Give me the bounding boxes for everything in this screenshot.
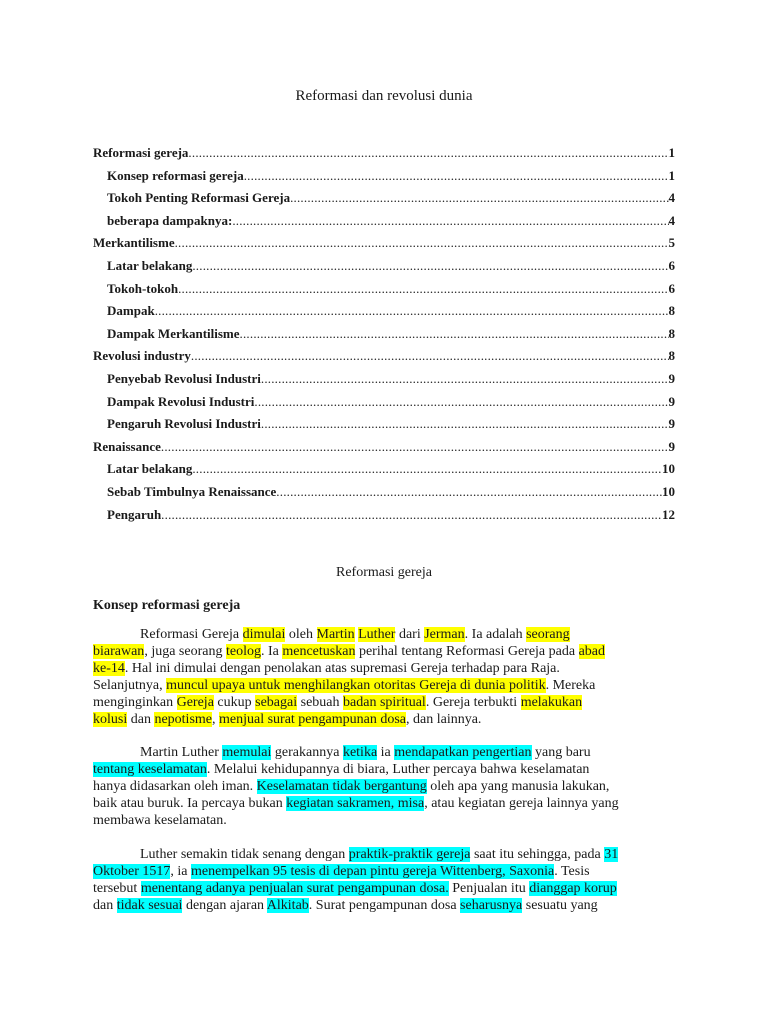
- toc-entry-label: Pengaruh Revolusi Industri: [107, 416, 261, 432]
- text-run: Reformasi Gereja: [140, 627, 243, 642]
- toc-entry[interactable]: [93, 391, 675, 414]
- text-line: [93, 813, 675, 830]
- paragraph-3: [93, 847, 675, 915]
- section-title: Reformasi gereja: [335, 565, 432, 580]
- highlight-cyan: praktik-praktik gereja: [348, 847, 471, 862]
- toc-entry[interactable]: [93, 187, 675, 210]
- highlight-cyan: dianggap korup: [529, 880, 617, 896]
- highlight-yellow: Gereja: [176, 694, 214, 710]
- toc-entry-label: Pengaruh: [107, 506, 162, 522]
- toc-dot-leader: [178, 278, 668, 301]
- highlight-yellow: ke-14: [93, 660, 125, 676]
- highlight-cyan: ketika: [342, 745, 378, 760]
- toc-page-number: 10: [662, 461, 675, 477]
- highlight-cyan: 31: [604, 847, 619, 862]
- table-of-contents: [93, 142, 675, 526]
- toc-entry[interactable]: [93, 165, 675, 188]
- toc-entry-label: Dampak: [107, 303, 155, 319]
- toc-entry[interactable]: [93, 210, 675, 233]
- toc-page-number: 8: [668, 325, 675, 341]
- toc-dot-leader: [175, 232, 669, 255]
- text-run: tersebut: [93, 880, 141, 896]
- toc-entry[interactable]: [93, 300, 675, 323]
- text-run: . Gereja terbukti: [425, 694, 521, 710]
- text-line: [93, 898, 675, 915]
- toc-entry[interactable]: [93, 255, 675, 278]
- toc-dot-leader: [244, 165, 669, 188]
- toc-dot-leader: [261, 368, 669, 391]
- toc-entry-label: Latar belakang: [107, 461, 193, 477]
- toc-entry[interactable]: [93, 368, 675, 391]
- toc-dot-leader: [192, 255, 668, 278]
- toc-dot-leader: [276, 481, 662, 504]
- text-run: dan: [93, 897, 117, 913]
- highlight-cyan: mendapatkan pengertian: [394, 745, 532, 760]
- toc-page-number: 10: [662, 483, 675, 499]
- text-run: . Tesis: [554, 863, 590, 879]
- toc-page-number: 1: [668, 145, 675, 160]
- toc-dot-leader: [232, 210, 668, 233]
- toc-dot-leader: [261, 413, 669, 436]
- toc-entry-label: Konsep reformasi gereja: [107, 167, 244, 183]
- highlight-yellow: nepotisme: [154, 711, 212, 727]
- toc-dot-leader: [161, 504, 662, 527]
- toc-page-number: 4: [668, 190, 675, 206]
- paragraph-2: [93, 745, 675, 830]
- highlight-cyan: menempelkan 95 tesis di depan pintu gereja Wittenberg, Saxonia: [191, 863, 555, 879]
- text-run: ia: [377, 745, 395, 760]
- toc-entry[interactable]: [93, 345, 675, 368]
- text-line: [93, 644, 675, 661]
- text-run: Martin Luther: [140, 745, 223, 760]
- highlight-cyan: seharusnya: [460, 897, 523, 913]
- toc-dot-leader: [191, 345, 669, 368]
- text-line: [93, 678, 675, 695]
- toc-entry-label: Tokoh-tokoh: [107, 280, 179, 296]
- text-run: gerakannya: [271, 745, 343, 760]
- text-run: yang baru: [531, 745, 591, 760]
- toc-page-number: 6: [668, 280, 675, 296]
- text-run: oleh: [285, 627, 317, 642]
- text-run: perihal tentang Reformasi Gereja pada: [355, 643, 579, 659]
- highlight-yellow: badan spiritual: [343, 694, 426, 710]
- text-run: dengan ajaran: [182, 897, 267, 913]
- toc-page-number: 8: [668, 303, 675, 319]
- toc-entry-label: Latar belakang: [107, 257, 193, 273]
- toc-entry[interactable]: [93, 504, 675, 527]
- toc-entry[interactable]: [93, 481, 675, 504]
- text-run: . Hal ini dimulai dengan penolakan atas supremasi Gereja terhadap para Raja.: [124, 660, 560, 676]
- toc-entry[interactable]: [93, 142, 675, 165]
- paragraph-1: [93, 627, 675, 728]
- toc-page-number: 9: [668, 370, 675, 386]
- text-line: [93, 864, 675, 881]
- text-line: [93, 745, 675, 762]
- text-run: , dan lainnya.: [406, 711, 482, 727]
- toc-entry-label: Dampak Revolusi Industri: [107, 393, 255, 409]
- text-run: . Surat pengampunan dosa: [308, 897, 461, 913]
- highlight-yellow: Jerman: [424, 627, 465, 642]
- text-run: , juga seorang: [144, 643, 226, 659]
- toc-dot-leader: [240, 323, 669, 346]
- text-run: saat itu sehingga, pada: [470, 847, 605, 862]
- highlight-cyan: kegiatan sakramen, misa: [286, 795, 425, 811]
- toc-entry[interactable]: [93, 323, 675, 346]
- text-line: [93, 796, 675, 813]
- toc-entry-label: Merkantilisme: [93, 235, 175, 251]
- text-run: hanya didasarkan oleh iman.: [93, 778, 257, 794]
- toc-page-number: 9: [668, 416, 675, 432]
- highlight-yellow: teolog: [225, 643, 261, 659]
- text-run: Luther semakin tidak senang dengan: [140, 847, 349, 862]
- highlight-cyan: tidak sesuai: [116, 897, 183, 913]
- text-line: [93, 779, 675, 796]
- text-run: oleh apa yang manusia lakukan,: [426, 778, 610, 794]
- toc-page-number: 5: [668, 235, 675, 251]
- text-run: , atau kegiatan gereja lainnya yang: [424, 795, 619, 811]
- toc-entry-label: Tokoh Penting Reformasi Gereja: [107, 190, 291, 206]
- text-run: baik atau buruk. Ia percaya bukan: [93, 795, 287, 811]
- text-run: menginginkan: [93, 694, 177, 710]
- toc-page-number: 12: [662, 506, 675, 522]
- highlight-cyan: Keselamatan tidak bergantung: [256, 778, 427, 794]
- toc-page-number: 6: [668, 257, 675, 273]
- toc-entry-label: Reformasi gereja: [93, 145, 189, 160]
- highlight-yellow: muncul upaya untuk menghilangkan otoritas Gereja di dunia politik: [166, 677, 546, 693]
- text-line: [93, 847, 675, 864]
- highlight-yellow: abad: [578, 643, 606, 659]
- toc-entry[interactable]: [93, 436, 675, 459]
- highlight-yellow: biarawan: [93, 643, 145, 659]
- text-run: , ia: [170, 863, 191, 879]
- highlight-cyan: Oktober 1517: [93, 863, 171, 879]
- toc-entry[interactable]: [93, 413, 675, 436]
- text-run: Selanjutnya,: [93, 677, 167, 693]
- highlight-cyan: memulai: [222, 745, 272, 760]
- highlight-cyan: tentang keselamatan: [93, 761, 207, 777]
- text-run: sesuatu yang: [522, 897, 598, 913]
- text-line: [93, 712, 675, 729]
- text-run: Penjualan itu: [448, 880, 530, 896]
- highlight-yellow: kolusi: [93, 711, 128, 727]
- highlight-yellow: sebagai: [255, 694, 298, 710]
- toc-page-number: 9: [668, 438, 675, 454]
- text-run: . Mereka: [545, 677, 596, 693]
- toc-entry[interactable]: [93, 458, 675, 481]
- toc-entry-label: Renaissance: [93, 438, 161, 454]
- text-run: cukup: [213, 694, 256, 710]
- text-line: [93, 881, 675, 898]
- text-line: [93, 695, 675, 712]
- text-run: . Melalui kehidupannya di biara, Luther percaya bahwa keselamatan: [206, 761, 590, 777]
- text-run: . Ia: [260, 643, 283, 659]
- toc-page-number: 1: [668, 167, 675, 183]
- highlight-yellow: seorang: [526, 627, 570, 642]
- text-run: ,: [212, 711, 219, 727]
- toc-page-number: 9: [668, 393, 675, 409]
- highlight-yellow: dimulai: [242, 627, 286, 642]
- toc-dot-leader: [254, 391, 668, 414]
- text-run: dan: [127, 711, 155, 727]
- highlight-yellow: Luther: [358, 627, 396, 642]
- highlight-yellow: mencetuskan: [282, 643, 356, 659]
- subsection-heading: Konsep reformasi gereja: [93, 598, 241, 613]
- toc-entry[interactable]: [93, 232, 675, 255]
- highlight-yellow: melakukan: [520, 694, 583, 710]
- text-run: . Ia adalah: [464, 627, 527, 642]
- toc-entry-label: Revolusi industry: [93, 348, 191, 364]
- text-line: [93, 661, 675, 678]
- text-line: [93, 627, 675, 644]
- text-run: dari: [395, 627, 425, 642]
- toc-dot-leader: [155, 300, 669, 323]
- toc-dot-leader: [290, 187, 668, 210]
- toc-dot-leader: [161, 436, 669, 459]
- highlight-yellow: menjual surat pengampunan dosa: [219, 711, 407, 727]
- toc-dot-leader: [188, 142, 668, 165]
- text-run: sebuah: [297, 694, 344, 710]
- toc-entry-label: beberapa dampaknya:: [107, 212, 233, 228]
- highlight-cyan: Alkitab: [266, 897, 309, 913]
- document-title: Reformasi dan revolusi dunia: [295, 88, 473, 104]
- toc-dot-leader: [192, 458, 662, 481]
- toc-entry-label: Sebab Timbulnya Renaissance: [107, 483, 277, 499]
- highlight-yellow: Martin: [316, 627, 355, 642]
- text-line: [93, 762, 675, 779]
- toc-page-number: 8: [668, 348, 675, 364]
- toc-entry-label: Dampak Merkantilisme: [107, 325, 240, 341]
- text-run: membawa keselamatan.: [93, 812, 227, 828]
- toc-entry[interactable]: [93, 278, 675, 301]
- highlight-cyan: menentang adanya penjualan surat pengampunan dosa.: [140, 880, 449, 896]
- toc-entry-label: Penyebab Revolusi Industri: [107, 370, 261, 386]
- toc-page-number: 4: [668, 212, 675, 228]
